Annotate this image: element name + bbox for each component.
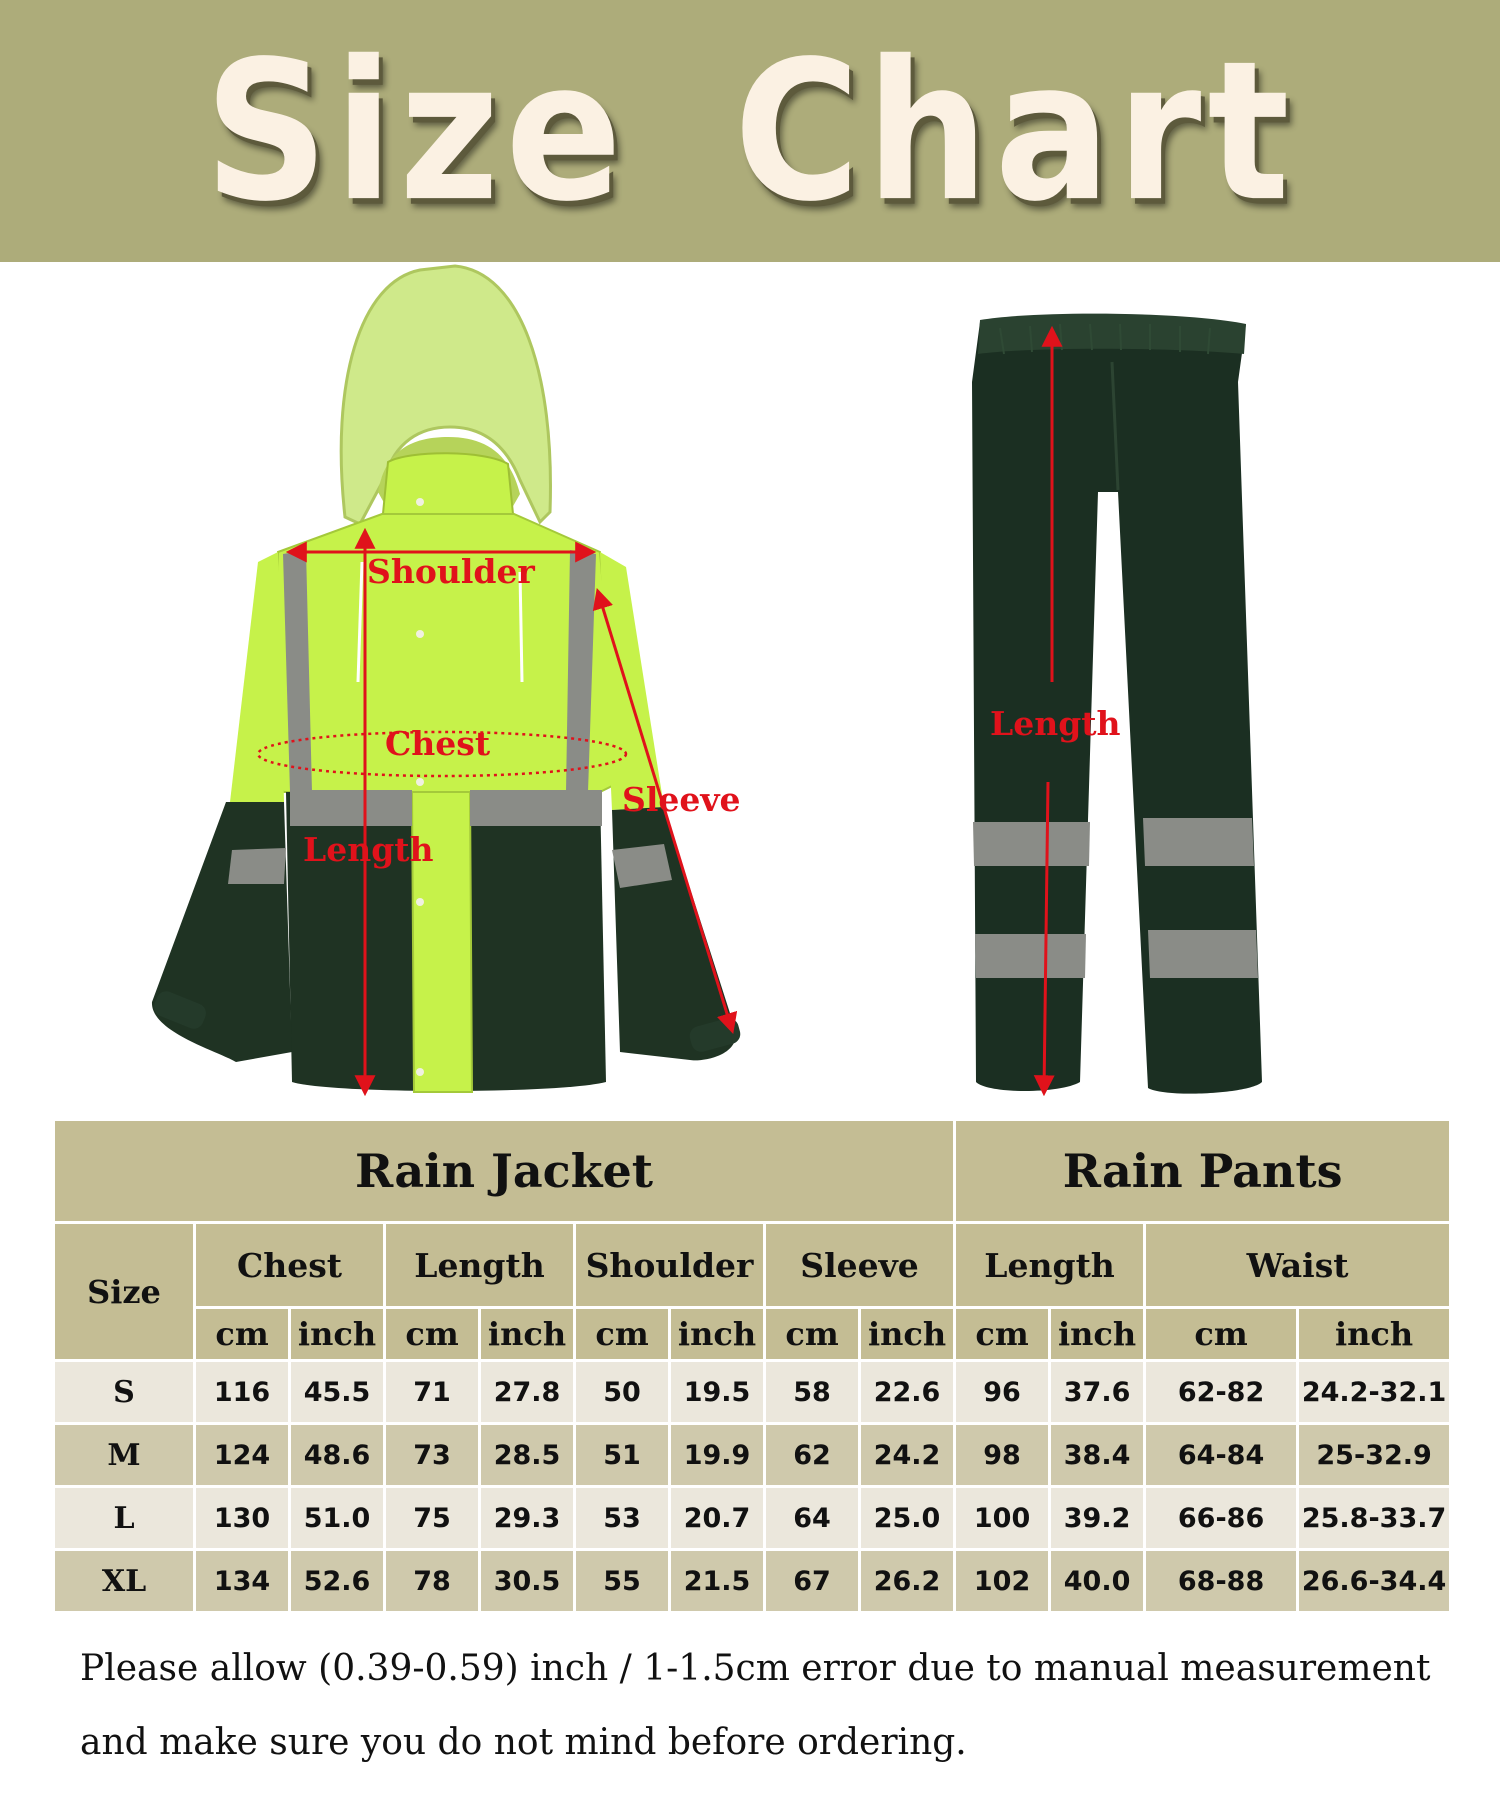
value-cell: 98 [956,1425,1048,1485]
value-cell: 51.0 [291,1488,383,1548]
unit-header: cm [576,1309,668,1359]
value-cell: 53 [576,1488,668,1548]
unit-header: cm [956,1309,1048,1359]
value-cell: 75 [386,1488,478,1548]
value-cell: 64 [766,1488,858,1548]
unit-header: inch [291,1309,383,1359]
unit-header: inch [1051,1309,1143,1359]
value-cell: 24.2 [861,1425,953,1485]
unit-header: cm [196,1309,288,1359]
value-cell: 58 [766,1362,858,1422]
size-cell: L [55,1488,193,1548]
pants-length-header: Length [956,1224,1143,1306]
value-cell: 116 [196,1362,288,1422]
jacket-length-header: Length [386,1224,573,1306]
value-cell: 134 [196,1551,288,1611]
value-cell: 68-88 [1146,1551,1296,1611]
unit-header: inch [671,1309,763,1359]
size-cell: S [55,1362,193,1422]
value-cell: 40.0 [1051,1551,1143,1611]
jacket-sleeve-left-lower [152,802,292,1062]
size-cell: M [55,1425,193,1485]
value-cell: 55 [576,1551,668,1611]
value-cell: 24.2-32.1 [1299,1362,1449,1422]
value-cell: 20.7 [671,1488,763,1548]
value-cell: 100 [956,1488,1048,1548]
pants-waistband [978,314,1246,354]
page-title: Size Chart [204,18,1296,244]
value-cell: 50 [576,1362,668,1422]
value-cell: 73 [386,1425,478,1485]
unit-header: cm [386,1309,478,1359]
chest-label: Chest [385,724,491,763]
value-cell: 26.2 [861,1551,953,1611]
chest-header: Chest [196,1224,383,1306]
value-cell: 71 [386,1362,478,1422]
garment-drawing [0,262,1500,1102]
value-cell: 25.8-33.7 [1299,1488,1449,1548]
product-illustration [0,262,1500,1102]
unit-header: inch [481,1309,573,1359]
value-cell: 66-86 [1146,1488,1296,1548]
value-cell: 124 [196,1425,288,1485]
value-cell: 30.5 [481,1551,573,1611]
value-cell: 51 [576,1425,668,1485]
table-row [55,1425,1449,1485]
table-row [55,1362,1449,1422]
value-cell: 45.5 [291,1362,383,1422]
unit-header: inch [861,1309,953,1359]
size-rows [55,1362,1449,1611]
sleeve-header: Sleeve [766,1224,953,1306]
value-cell: 102 [956,1551,1048,1611]
shoulder-label: Shoulder [367,552,535,591]
pants-length-label: Length [990,704,1121,743]
waist-header: Waist [1146,1224,1449,1306]
value-cell: 78 [386,1551,478,1611]
value-cell: 22.6 [861,1362,953,1422]
value-cell: 37.6 [1051,1362,1143,1422]
value-cell: 19.5 [671,1362,763,1422]
measurement-note [80,1632,1440,1780]
table-row [55,1488,1449,1548]
value-cell: 62-82 [1146,1362,1296,1422]
value-cell: 62 [766,1425,858,1485]
value-cell: 27.8 [481,1362,573,1422]
value-cell: 29.3 [481,1488,573,1548]
value-cell: 25-32.9 [1299,1425,1449,1485]
sleeve-label: Sleeve [622,780,741,819]
jacket-length-label: Length [303,830,434,869]
unit-header: cm [766,1309,858,1359]
value-cell: 38.4 [1051,1425,1143,1485]
note-line-2: and make sure you do not mind before ordering. [80,1722,967,1763]
value-cell: 39.2 [1051,1488,1143,1548]
size-header: Size [55,1224,193,1359]
value-cell: 21.5 [671,1551,763,1611]
table-row [55,1551,1449,1611]
value-cell: 96 [956,1362,1048,1422]
title-banner [0,0,1500,262]
value-cell: 64-84 [1146,1425,1296,1485]
rain-jacket-header: Rain Jacket [55,1121,953,1221]
unit-header: cm [1146,1309,1296,1359]
size-table [52,1118,1452,1614]
value-cell: 52.6 [291,1551,383,1611]
rain-jacket-image [151,266,742,1092]
value-cell: 26.6-34.4 [1299,1551,1449,1611]
shoulder-header: Shoulder [576,1224,763,1306]
jacket-sleeve-left-upper [230,552,284,802]
unit-header: inch [1299,1309,1449,1359]
value-cell: 19.9 [671,1425,763,1485]
size-cell: XL [55,1551,193,1611]
value-cell: 48.6 [291,1425,383,1485]
value-cell: 28.5 [481,1425,573,1485]
value-cell: 67 [766,1551,858,1611]
note-line-1: Please allow (0.39-0.59) inch / 1-1.5cm error due to manual measurement [80,1648,1431,1689]
rain-pants-header: Rain Pants [956,1121,1449,1221]
value-cell: 130 [196,1488,288,1548]
value-cell: 25.0 [861,1488,953,1548]
